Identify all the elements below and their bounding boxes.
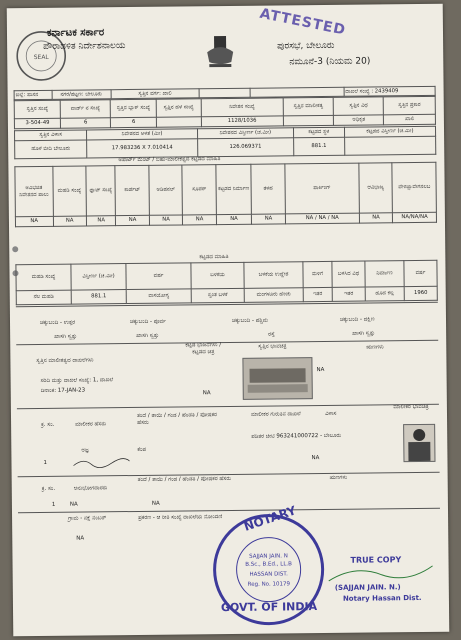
notary-seal-dist: HASSAN DIST. bbox=[249, 571, 288, 578]
remarks-note: ಗ್ರಾಮ - ನಕ್ಷೆ ನಂಬರ್ bbox=[68, 515, 107, 522]
apartment-section-title: ಅಪಾರ್ಟ್ ಮೆಂಟ್ / ಬಹು-ಮಾಲೀಕತ್ವದ ಕಟ್ಟಡದ ಮಾಹಿತಿ bbox=[118, 156, 221, 164]
owner-name: ಅಜ್ಞ bbox=[81, 447, 89, 454]
owner-address-label: ಮಾಲೀಕರ ಗುರುತಿನ ದಾಖಲೆ bbox=[250, 411, 301, 418]
notary-seal-line2: B.Sc., B.Ed., LL.B bbox=[245, 561, 292, 568]
owner-relative: ಕೆಂಪ bbox=[137, 446, 147, 453]
occupier-relative: NA bbox=[151, 500, 160, 507]
occupier-name-label: ಅನುಭೋಗದಾರರು bbox=[73, 485, 108, 492]
deed-line2: ದಿನಾಂಕ: 17-JAN-23 bbox=[40, 387, 86, 394]
ownership-docs-label: ಸ್ವತ್ತಿನ ಮಾಲೀಕತ್ವದ ದಾಖಲೆಗಳು bbox=[36, 357, 94, 365]
boundary-north-value: ಖಾಸಗಿ ಸ್ವತ್ತು bbox=[54, 333, 77, 340]
boundary-south: ಚಕ್ಕುಬಂದಿ - ದಕ್ಷಿಣ bbox=[339, 316, 375, 323]
boundary-east-value: ಖಾಸಗಿ ಸ್ವತ್ತು bbox=[136, 332, 159, 339]
remarks-text: ಪ್ರಕರಣ - ಆ ರೀತಿ ಸಂಖ್ಯೆ ದಾಖಲೆಯ ನೋಂದಣಿ bbox=[138, 514, 223, 521]
notary-word: NOTARY bbox=[242, 503, 298, 534]
occupier-serial-label: ಕ್ರ. ಸಂ. bbox=[41, 485, 56, 492]
header-department: ಪೌರಾಡಳಿತ ನಿರ್ದೇಶನಾಲಯ bbox=[43, 41, 126, 52]
signature-scribble-icon bbox=[71, 455, 131, 470]
punch-hole bbox=[12, 246, 18, 252]
owner-relative-label: ತಂದೆ / ತಾಯಿ / ಗಂಡ / ಹೆಂಡತಿ / ಪೋಷಕರ ಹೆಸರು bbox=[136, 412, 217, 426]
cam-photo-label: ಕಟ್ಟಡ ಭಾಜನೆಗಳು / ಕಟ್ಟಡದ ಚಿತ್ರ bbox=[185, 342, 222, 356]
property-id-table: ಸ್ವತ್ತಿನ ಸಂಖ್ಯೆ ವಾರ್ಡ್ ನ ಸಂಖ್ಯೆ ಸ್ವತ್ತಿನ ಬ್ಲಾಕ್ ಸಂಖ್ಯೆ ಸ್ವತ್ತಿನ ಹಳೆ ಸಂಖ್ಯೆ ನಿವೇಶನ ಸಂಖ್ಯೆ ಸ್ವತ್ತಿನ ಮಾಲೀಕತ್ವ ಸ್ವತ್ತಿನ ವಿಧ ಸ್ವತ್ತಿನ ಪ್ರಕಾರ 3-504-49 6 6 1128/1036 ಅಧಿಕೃತ ಖಾಲಿ bbox=[14, 96, 436, 129]
header-municipality: ಪುರಸಭೆ, ಬೇಲೂರು bbox=[277, 40, 335, 52]
occupier-relative-label: ತಂದೆ / ತಾಯಿ / ಗಂಡ / ಹೆಂಡತಿ / ಪೋಷಕರ ಹೆಸರು bbox=[137, 475, 232, 483]
property-photo-label: ಸ್ವತ್ತಿನ ಭಾವಚಿತ್ರ bbox=[258, 343, 287, 350]
owner-id: NA bbox=[311, 455, 320, 462]
owner-name-label: ಮಾಲೀಕರ ಹೆಸರು bbox=[75, 421, 107, 428]
form-number: ನಮೂನೆ-3 (ನಿಯಮ 20) bbox=[289, 56, 371, 68]
building-section-title: ಕಟ್ಟಡದ ಮಾಹಿತಿ bbox=[199, 253, 229, 261]
notary-signatory: (SAJJAN JAIN. N.) bbox=[334, 583, 401, 592]
attested-stamp: ATTESTED bbox=[258, 5, 348, 39]
owner-address: ಪಡಿತರ ಚೀಟಿ 963241000722 - ಬೇಲೂರು bbox=[251, 432, 342, 440]
boundary-south-value: ಖಾಸಗಿ ಸ್ವತ್ತು bbox=[352, 330, 375, 337]
boundary-west: ಚಕ್ಕುಬಂದಿ - ಪಶ್ಚಿಮ bbox=[231, 317, 269, 324]
notary-reg: Reg. No. 10179 bbox=[247, 581, 290, 588]
svg-text:SEAL: SEAL bbox=[33, 53, 49, 62]
boundary-east: ಚಕ್ಕುಬಂದಿ - ಪೂರ್ವ bbox=[129, 318, 167, 326]
building-table: ಮಹಡಿ ಸಂಖ್ಯೆ ವಿಸ್ತೀರ್ಣ (ಚ.ಮೀ) ವರ್ಷ ಬಳಕೆಯ ಬಳಕೆಯ ಉದ್ದೇಶ ಮಳಿಗೆ ಬಳಸಿದ ವಿಧ ನಿರ್ಮಾಣ ವರ್ಷ ನೆಲ ಮಹಡಿ 881.1 ವಾಸಯೋಗ್ಯ ಸ್ವಂತ ಬಳಕೆ ಮಂಗಳೂರು ಹೆಂಚು ಇತರ ಇತರ ಹೂದ ಕಲ್ಲ 1960 bbox=[15, 260, 437, 305]
location-table: ಸ್ವತ್ತಿನ ವಿಳಾಸ ನಿವೇಶನದ ಅಳತೆ (ಮೀ) ನಿವೇಶನದ ವಿಸ್ತೀರ್ಣ (ಚ.ಮೀ) ಕಟ್ಟಡದ ಸ್ಥಳ ಕಟ್ಟಡದ ವಿಸ್ತೀರ್ಣ (ಚ.ಮೀ) ಹೊಳೆ ಬೀದಿ ಬೇಲೂರು 17.983236 X 7.010414 126.069371 881.1 bbox=[14, 126, 436, 159]
owner-serial: 1 bbox=[43, 459, 48, 466]
occupier-photo-label: ಋಣಗಳು bbox=[329, 474, 348, 481]
header-title: ಕರ್ನಾಟಕ ಸರ್ಕಾರ bbox=[46, 27, 105, 39]
owner-photo-label: ಮಾಲೀಕರ ಭಾವಚಿತ್ರ bbox=[393, 403, 429, 411]
notary-place: Notary Hassan Dist. bbox=[342, 593, 422, 603]
property-details-table: ಜಿಲ್ಲೆ: ಹಾಸನ ನಗರ/ಪಟ್ಟಣ: ಬೇಲೂರು ಸ್ವತ್ತಿನ ವರ್ಗ: ಖಾಲಿ ದಾಖಲೆ ಸಂಖ್ಯೆ : 2439409 bbox=[14, 86, 436, 100]
cam-na: NA bbox=[202, 390, 211, 397]
deed-line1: ಸರಿದಿ ಮತ್ತು ದಾಖಲೆ ಸಂಖ್ಯೆ: 1, ದಾಖಲೆ bbox=[40, 377, 114, 384]
owner-id-label: ವಿಳಾಸ bbox=[324, 410, 337, 417]
property-photo bbox=[242, 357, 312, 400]
apartment-table: ಅವಿಭಜಿತ ನಿವೇಶನದ ಪಾಲು ಮಹಡಿ ಸಂಖ್ಯೆ ಫ್ಲಾಟ್ ಸಂಖ್ಯೆ ಕಾರ್ಪೆಟ್ ಅಡಿಷನಲ್ ಸೂಪರ್ ಕಟ್ಟಡದ ನಿರ್ಮಾಣ ತಳಹ ಪಾರ್ಕಿಂಗ್ ಆವಿಭಾಜ್ಯ ವೇಳಿಜ್ಞಾವೇಗನಲಬ NA NA NA NA NA NA NA NA NA / NA / NA NA NA/NA/NA bbox=[14, 162, 437, 227]
boundary-north: ಚಕ್ಕುಬಂದಿ - ಉತ್ತರ bbox=[39, 319, 76, 326]
owner-photo bbox=[403, 424, 435, 462]
karnataka-emblem-icon bbox=[203, 32, 237, 70]
occupier-serial: 1 bbox=[51, 501, 56, 508]
remarks-label: ಋಣಗಳು bbox=[366, 344, 384, 351]
boundary-west-value: ರಸ್ತೆ bbox=[268, 331, 275, 338]
owner-serial-label: ಕ್ರ. ಸಂ. bbox=[41, 421, 55, 428]
document-page bbox=[7, 4, 450, 637]
notary-seal-name: SAJJAN JAIN. N bbox=[249, 553, 288, 560]
remarks-na: NA bbox=[76, 535, 85, 542]
occupier-name: NA bbox=[69, 501, 78, 508]
property-photo-na: NA bbox=[316, 366, 325, 374]
govt-of-india: GOVT. OF INDIA bbox=[220, 600, 318, 615]
true-copy-stamp: TRUE COPY bbox=[350, 555, 402, 565]
